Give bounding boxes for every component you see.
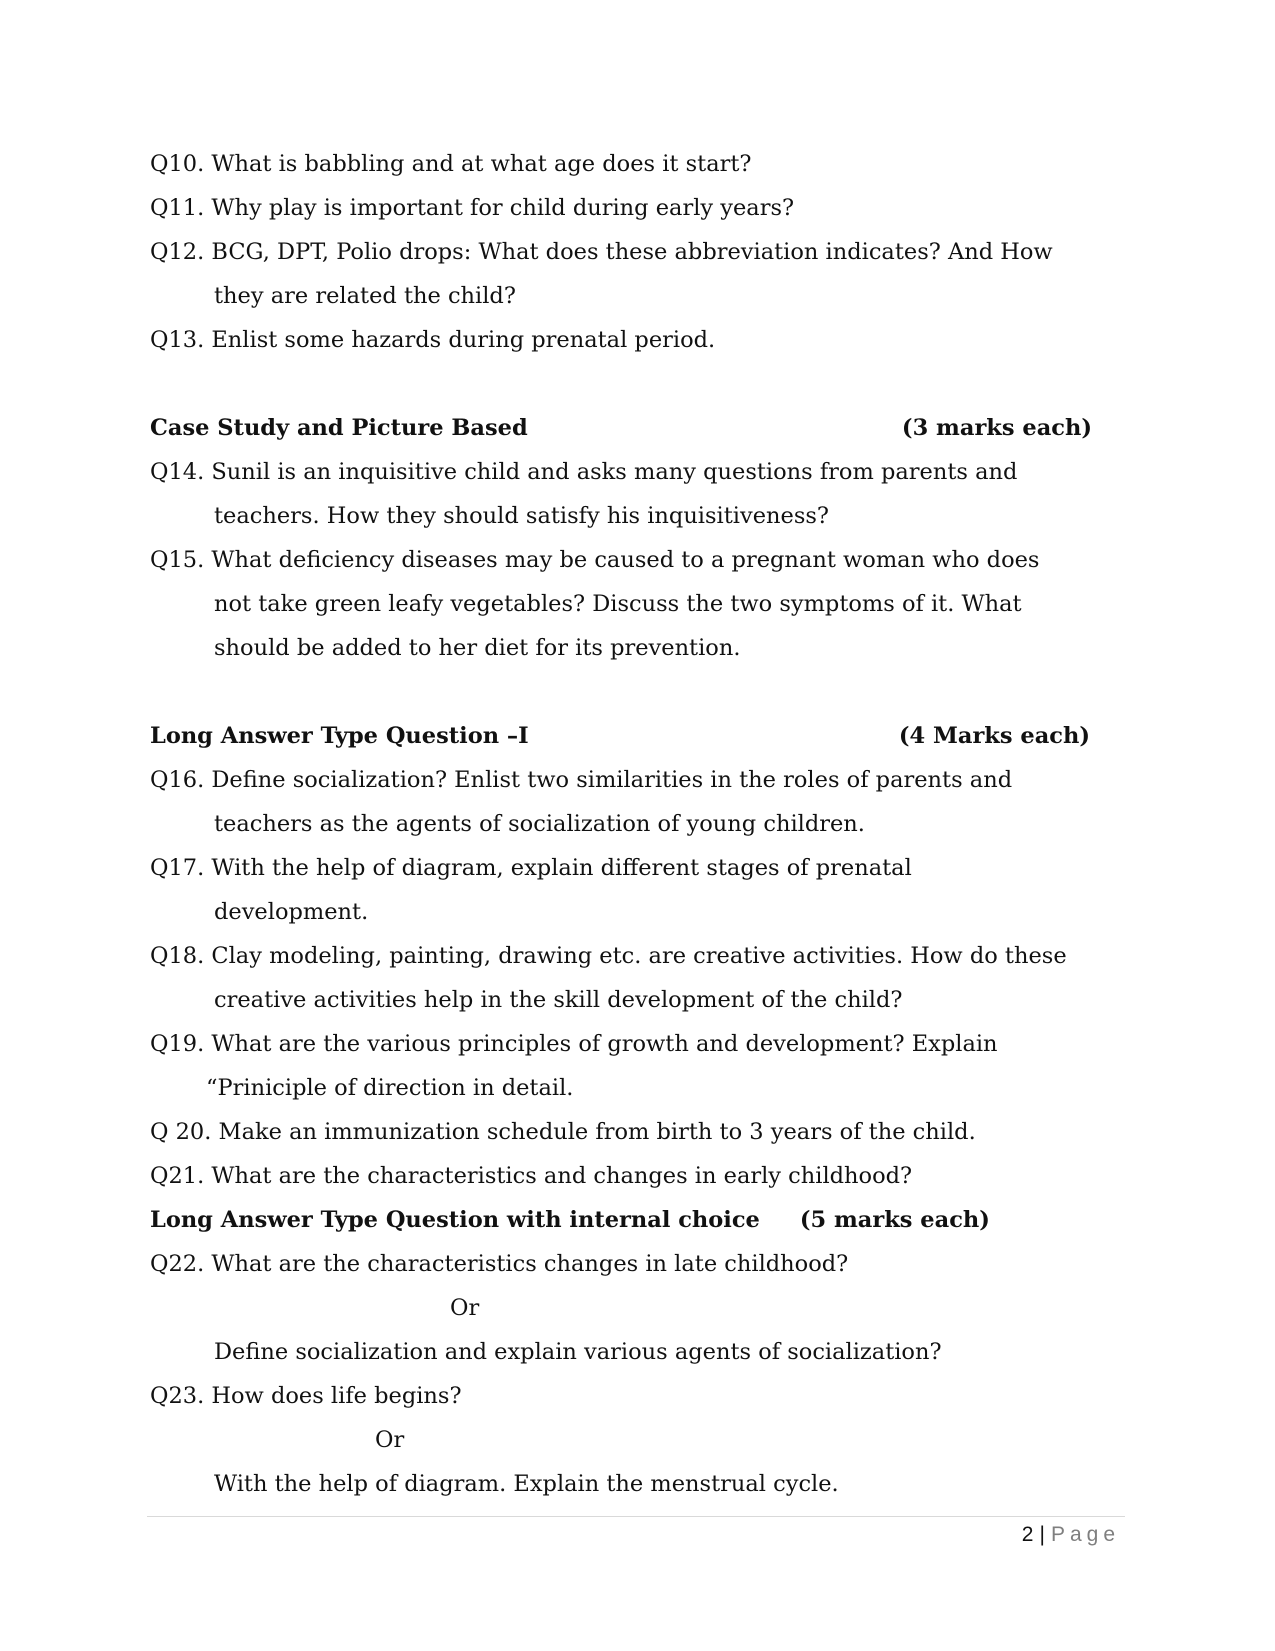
- or-separator: Or: [450, 1295, 480, 1321]
- question-q23-alternative: With the help of diagram. Explain the menstrual cycle.: [214, 1471, 839, 1497]
- section-title: Long Answer Type Question –I: [150, 723, 529, 749]
- question-q16-continued: teachers as the agents of socialization of young children.: [214, 811, 865, 837]
- footer-divider: [147, 1516, 1125, 1517]
- question-q12-continued: they are related the child?: [214, 283, 516, 309]
- question-q13: Q13. Enlist some hazards during prenatal period.: [150, 327, 716, 353]
- question-q22: Q22. What are the characteristics changes in late childhood?: [150, 1251, 849, 1277]
- section-title: Long Answer Type Question with internal choice: [150, 1207, 760, 1233]
- or-separator: Or: [375, 1427, 405, 1453]
- question-q20: Q 20. Make an immunization schedule from birth to 3 years of the child.: [150, 1119, 976, 1145]
- question-q12: Q12. BCG, DPT, Polio drops: What does these abbreviation indicates? And How: [150, 239, 1053, 265]
- question-q11: Q11. Why play is important for child during early years?: [150, 195, 795, 221]
- section-title: Case Study and Picture Based: [150, 415, 528, 441]
- section-marks: (4 Marks each): [898, 723, 1090, 749]
- question-q16: Q16. Define socialization? Enlist two similarities in the roles of parents and: [150, 767, 1013, 793]
- question-q15-continued: should be added to her diet for its prevention.: [214, 635, 741, 661]
- question-q18: Q18. Clay modeling, painting, drawing etc. are creative activities. How do these: [150, 943, 1067, 969]
- page-label: Page: [1050, 1523, 1120, 1546]
- question-q21: Q21. What are the characteristics and changes in early childhood?: [150, 1163, 913, 1189]
- section-heading-case-study: [150, 406, 1125, 450]
- question-q17: Q17. With the help of diagram, explain different stages of prenatal: [150, 855, 912, 881]
- question-q15-continued: not take green leafy vegetables? Discuss the two symptoms of it. What: [214, 591, 1022, 617]
- section-heading-long-answer-choice: [150, 1198, 1125, 1242]
- question-q15: Q15. What deficiency diseases may be caused to a pregnant woman who does: [150, 547, 1040, 573]
- question-q14: Q14. Sunil is an inquisitive child and asks many questions from parents and: [150, 459, 1018, 485]
- spacer: [150, 670, 1125, 714]
- section-marks: (3 marks each): [901, 415, 1092, 441]
- page-content: [150, 142, 1125, 1506]
- question-q19-continued: “Priniciple of direction in detail.: [206, 1075, 574, 1101]
- spacer: [150, 362, 1125, 406]
- question-q18-continued: creative activities help in the skill development of the child?: [214, 987, 903, 1013]
- section-heading-long-answer-1: [150, 714, 1125, 758]
- page-footer: [1022, 1518, 1120, 1552]
- question-q23: Q23. How does life begins?: [150, 1383, 462, 1409]
- page-number: 2: [1021, 1523, 1034, 1546]
- question-q14-continued: teachers. How they should satisfy his inquisitiveness?: [214, 503, 829, 529]
- section-marks: (5 marks each): [799, 1207, 990, 1233]
- question-q19: Q19. What are the various principles of growth and development? Explain: [150, 1031, 998, 1057]
- question-q22-alternative: Define socialization and explain various agents of socialization?: [214, 1339, 942, 1365]
- question-q10: Q10. What is babbling and at what age does it start?: [150, 151, 752, 177]
- footer-separator: |: [1039, 1523, 1045, 1546]
- question-q17-continued: development.: [214, 899, 369, 925]
